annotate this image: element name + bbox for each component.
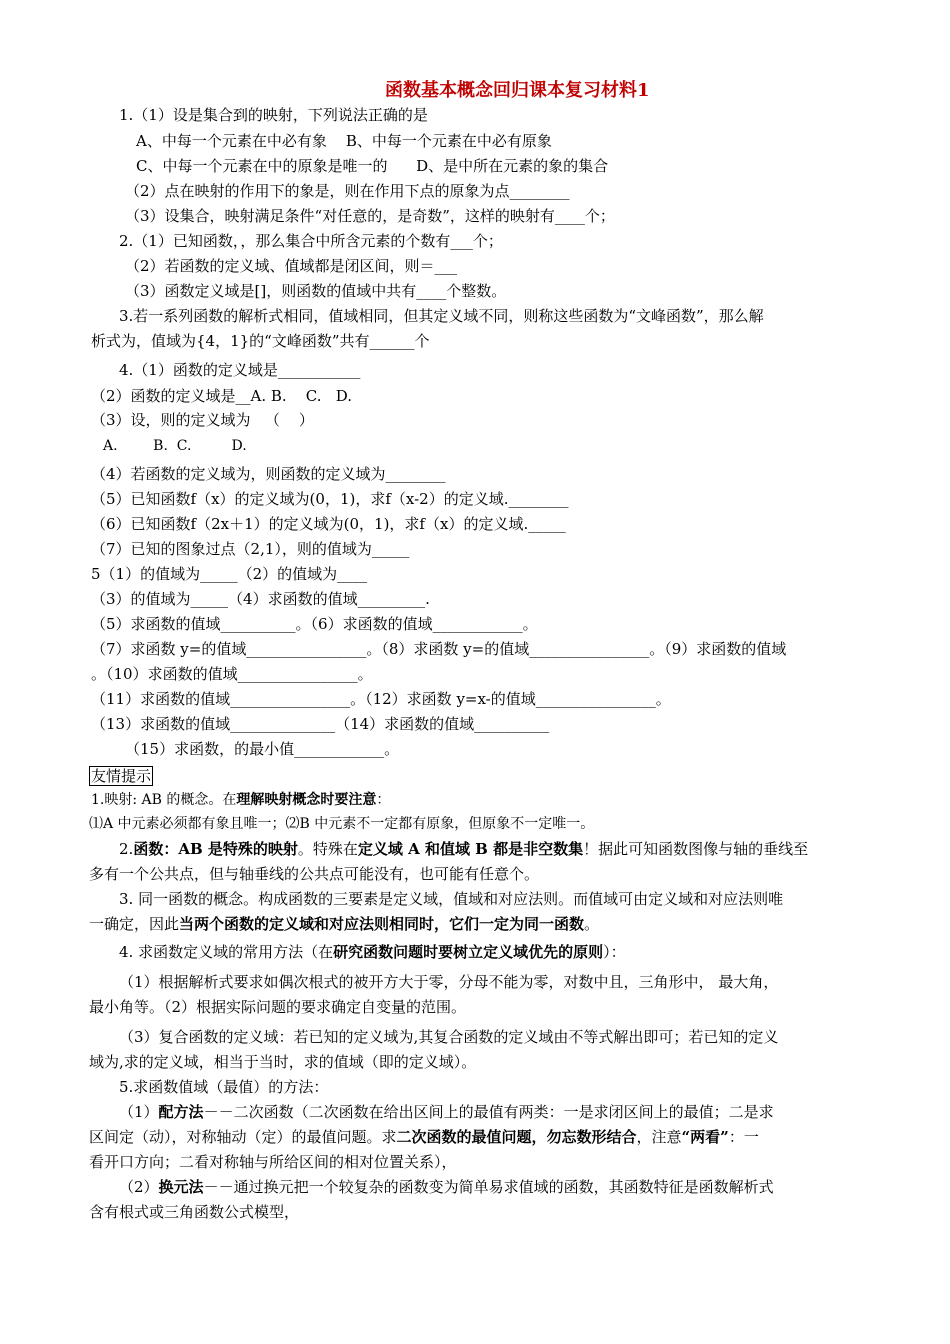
tip5-text-3: ，注意 [636, 1128, 682, 1146]
tip2-emphasis-2: 定义域 A 和值域 B 都是非空数集 [357, 840, 584, 858]
q3-line-1: 3.若一系列函数的解析式相同，值域相同，但其定义域不同，则称这些函数为“文峰函数”，那么解 [119, 307, 764, 325]
q4-line-7: （6）已知函数f（2x＋1）的定义域为(0，1)，求f（x）的定义域._____ [91, 515, 566, 533]
tip2-line-2: 多有一个公共点，但与轴垂线的公共点可能没有，也可能有任意个。 [89, 865, 540, 883]
q5-line-2: （3）的值域为_____（4）求函数的值域_________. [91, 590, 430, 608]
q4-line-3: （3）设，则的定义域为 （ ） [91, 411, 314, 429]
tip5-line-1: 5.求函数值域（最值）的方法： [119, 1078, 329, 1096]
q5-line-5: 。（10）求函数的值域________________。 [91, 665, 373, 683]
tip1-line-1 [91, 790, 390, 810]
tip3-period: 。 [584, 915, 600, 933]
q4-line-8: （7）已知的图象过点（2,1），则的值域为_____ [91, 540, 410, 558]
tip1-line-2: ⑴A 中元素必须都有象且唯一；⑵B 中元素不一定都有原象，但原象不一定唯一。 [89, 816, 595, 832]
q5-line-7: （13）求函数的值域______________（14）求函数的值域__________ [91, 715, 550, 733]
tip2-text: 。特殊在 [297, 840, 358, 858]
tip5-line-5 [119, 1177, 774, 1197]
q4-line-1: 4.（1）函数的定义域是___________ [119, 361, 361, 379]
tip4-line-2: （1）根据解析式要求如偶次根式的被开方大于零，分母不能为零，对数中且，三角形中， 最大角， [119, 973, 779, 991]
tip3-line-2 [89, 914, 599, 934]
q1-line-1: 1.（1）设是集合到的映射，下列说法正确的是 [119, 106, 428, 124]
tip3-text: 一确定，因此 [89, 915, 180, 933]
tip5-emphasis-2: “两看” [681, 1128, 729, 1146]
tip2-line-1 [119, 839, 808, 859]
q2-line-3: （3）函数定义域是[]，则函数的值域中共有____个整数。 [125, 282, 507, 300]
tip5-num-2: （2） [119, 1178, 159, 1196]
q3-line-2: 析式为，值域为{4，1}的“文峰函数”共有______个 [91, 332, 430, 350]
tip4-text: 4. 求函数定义域的常用方法（在 [119, 943, 334, 961]
q1-line-2: A、中每一个元素在中必有象 B、中每一个元素在中必有原象 [136, 132, 552, 150]
tip5-method-1: 配方法 [158, 1103, 204, 1121]
tip5-text-4: ：一 [728, 1128, 759, 1146]
tips-heading [89, 766, 153, 786]
q5-line-1: 5（1）的值域为_____（2）的值域为____ [91, 565, 368, 583]
tip4-line-1 [119, 942, 626, 962]
tip2-text-2: ！据此可知函数图像与轴的垂线至 [583, 840, 809, 858]
tip5-text-5: －－通过换元把一个较复杂的函数变为简单易求值域的函数，其函数特征是函数解析式 [203, 1178, 774, 1196]
tip1-emphasis: 理解映射概念时要注意 [236, 792, 377, 808]
q1-line-5: （3）设集合，映射满足条件“对任意的，是奇数”，这样的映射有____个； [125, 207, 615, 225]
q4-line-6: （5）已知函数f（x）的定义域为(0，1)，求f（x-2）的定义域.________ [91, 490, 569, 508]
q5-line-4: （7）求函数 y=的值域________________。（8）求函数 y=的值域________________。（9）求函数的值域 [91, 640, 787, 658]
tip2-num: 2. [119, 840, 134, 858]
q2-line-1: 2.（1）已知函数，，那么集合中所含元素的个数有___个； [119, 232, 503, 250]
q2-line-2: （2）若函数的定义域、值域都是闭区间，则＝___ [125, 257, 458, 275]
tip1-text: 1.映射: AB 的概念。在 [91, 792, 237, 808]
q4-line-4: A. B. C. D. [103, 438, 247, 454]
q4-line-5: （4）若函数的定义域为，则函数的定义域为________ [91, 465, 446, 483]
tip3-line-1: 3. 同一函数的概念。构成函数的三要素是定义域，值域和对应法则。而值域可由定义域和对应法则唯 [119, 890, 784, 908]
tip5-emphasis-1: 二次函数的最值问题，勿忘数形结合 [396, 1128, 637, 1146]
tip5-method-2: 换元法 [158, 1178, 204, 1196]
tips-heading-text: 友情提示 [91, 767, 152, 785]
tip1-colon: ： [376, 792, 391, 808]
tip5-line-6: 含有根式或三角函数公式模型， [89, 1203, 300, 1221]
tip5-line-4: 看开口方向；二看对称轴与所给区间的相对位置关系）， [89, 1153, 457, 1171]
tip5-text-2: 区间定（动），对称轴动（定）的最值问题。求 [89, 1128, 397, 1146]
tip5-num-1: （1） [119, 1103, 159, 1121]
tip4-emphasis: 研究函数问题时要树立定义域优先的原则 [333, 943, 604, 961]
tip4-line-4: （3）复合函数的定义域：若已知的定义域为,其复合函数的定义域由不等式解出即可；若已知的定义 [119, 1028, 779, 1046]
tip4-line-5: 域为,求的定义域，相当于当时，求的值域（即的定义域）。 [89, 1053, 477, 1071]
tip2-emphasis-1: 函数：AB 是特殊的映射 [133, 840, 298, 858]
tip3-emphasis: 当两个函数的定义域和对应法则相同时，它们一定为同一函数 [179, 915, 585, 933]
q5-line-3: （5）求函数的值域__________。（6）求函数的值域____________。 [91, 615, 538, 633]
tip4-line-3: 最小角等。（2）根据实际问题的要求确定自变量的范围。 [89, 998, 467, 1016]
tip4-colon: ）： [603, 943, 626, 961]
q1-line-4: （2）点在映射的作用下的象是，则在作用下点的原象为点________ [125, 182, 570, 200]
page-title: 函数基本概念回归课本复习材料1 [385, 80, 650, 101]
q4-line-2: （2）函数的定义域是__A. B. C. D. [91, 387, 353, 405]
q1-line-3: C、中每一个元素在中的原象是唯一的 D、是中所在元素的象的集合 [136, 157, 609, 175]
q5-line-6: （11）求函数的值域________________。（12）求函数 y=x-的值域________________。 [91, 690, 671, 708]
q5-line-8: （15）求函数，的最小值____________。 [125, 740, 400, 758]
tip5-line-2 [119, 1102, 774, 1122]
tip5-text-1: －－二次函数（二次函数在给出区间上的最值有两类：一是求闭区间上的最值；二是求 [203, 1103, 774, 1121]
tip5-line-3 [89, 1127, 759, 1147]
